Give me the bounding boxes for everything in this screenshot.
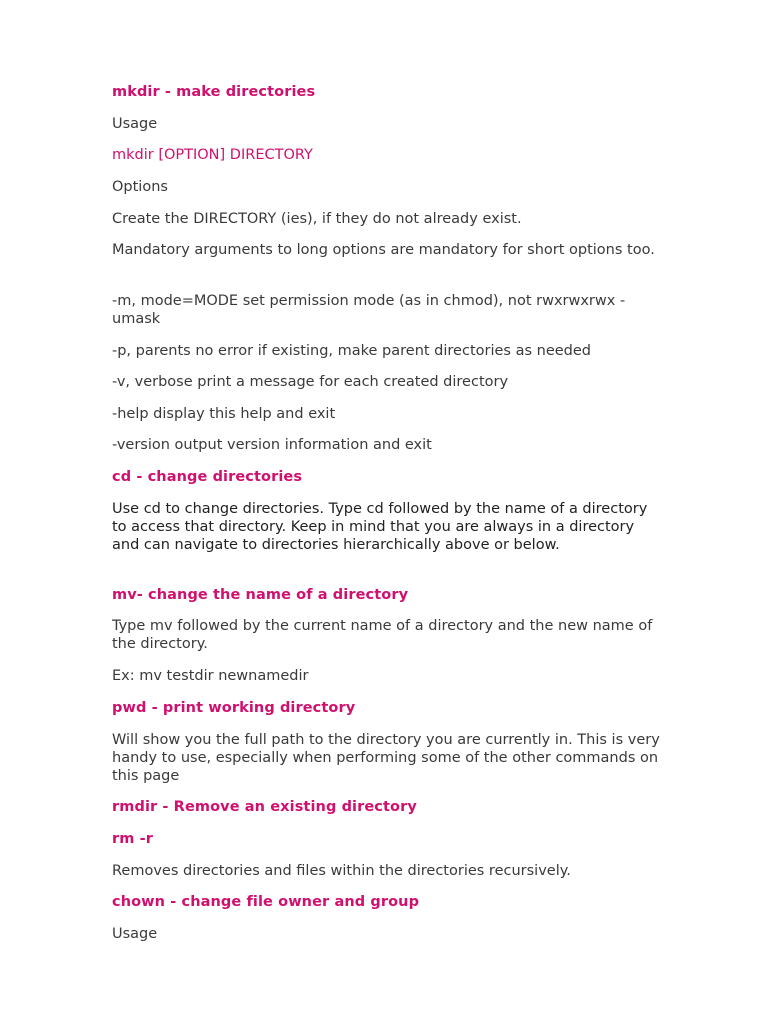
mkdir-options-label: Options — [112, 179, 168, 195]
mkdir-option-m: -m, mode=MODE set permission mode (as in chmod), not rwxrwxrwx - umask — [112, 293, 626, 327]
pwd-description: Will show you the full path to the directory you are currently in. This is very handy to use, especially when performing some of the other commands on this page — [112, 732, 660, 784]
mv-description: Type mv followed by the current name of a directory and the new name of the directory. — [112, 618, 653, 652]
cd-heading: cd - change directories — [112, 469, 303, 485]
mkdir-mandatory-note: Mandatory arguments to long options are mandatory for short options too. — [112, 242, 655, 258]
mkdir-heading: mkdir - make directories — [112, 84, 316, 100]
cd-description: Use cd to change directories. Type cd followed by the name of a directory to access that directory. Keep in mind that you are always in a directory and can navigate to directories hierarchically above or below. — [112, 501, 648, 553]
mv-heading: mv- change the name of a directory — [112, 587, 409, 603]
chown-heading: chown - change file owner and group — [112, 894, 420, 910]
mkdir-option-p: -p, parents no error if existing, make parent directories as needed — [112, 343, 591, 359]
mkdir-usage-syntax: mkdir [OPTION] DIRECTORY — [112, 147, 313, 163]
rmdir-heading: rmdir - Remove an existing directory — [112, 799, 417, 815]
pwd-heading: pwd - print working directory — [112, 700, 356, 716]
mkdir-usage-label: Usage — [112, 116, 158, 132]
mv-example: Ex: mv testdir newnamedir — [112, 668, 309, 684]
rm-heading: rm -r — [112, 831, 153, 847]
mkdir-option-v: -v, verbose print a message for each created directory — [112, 374, 509, 390]
mkdir-option-version: -version output version information and exit — [112, 437, 432, 453]
mkdir-option-help: -help display this help and exit — [112, 406, 336, 422]
rm-description: Removes directories and files within the directories recursively. — [112, 863, 571, 879]
chown-usage-label: Usage — [112, 926, 158, 942]
mkdir-description: Create the DIRECTORY (ies), if they do not already exist. — [112, 211, 522, 227]
